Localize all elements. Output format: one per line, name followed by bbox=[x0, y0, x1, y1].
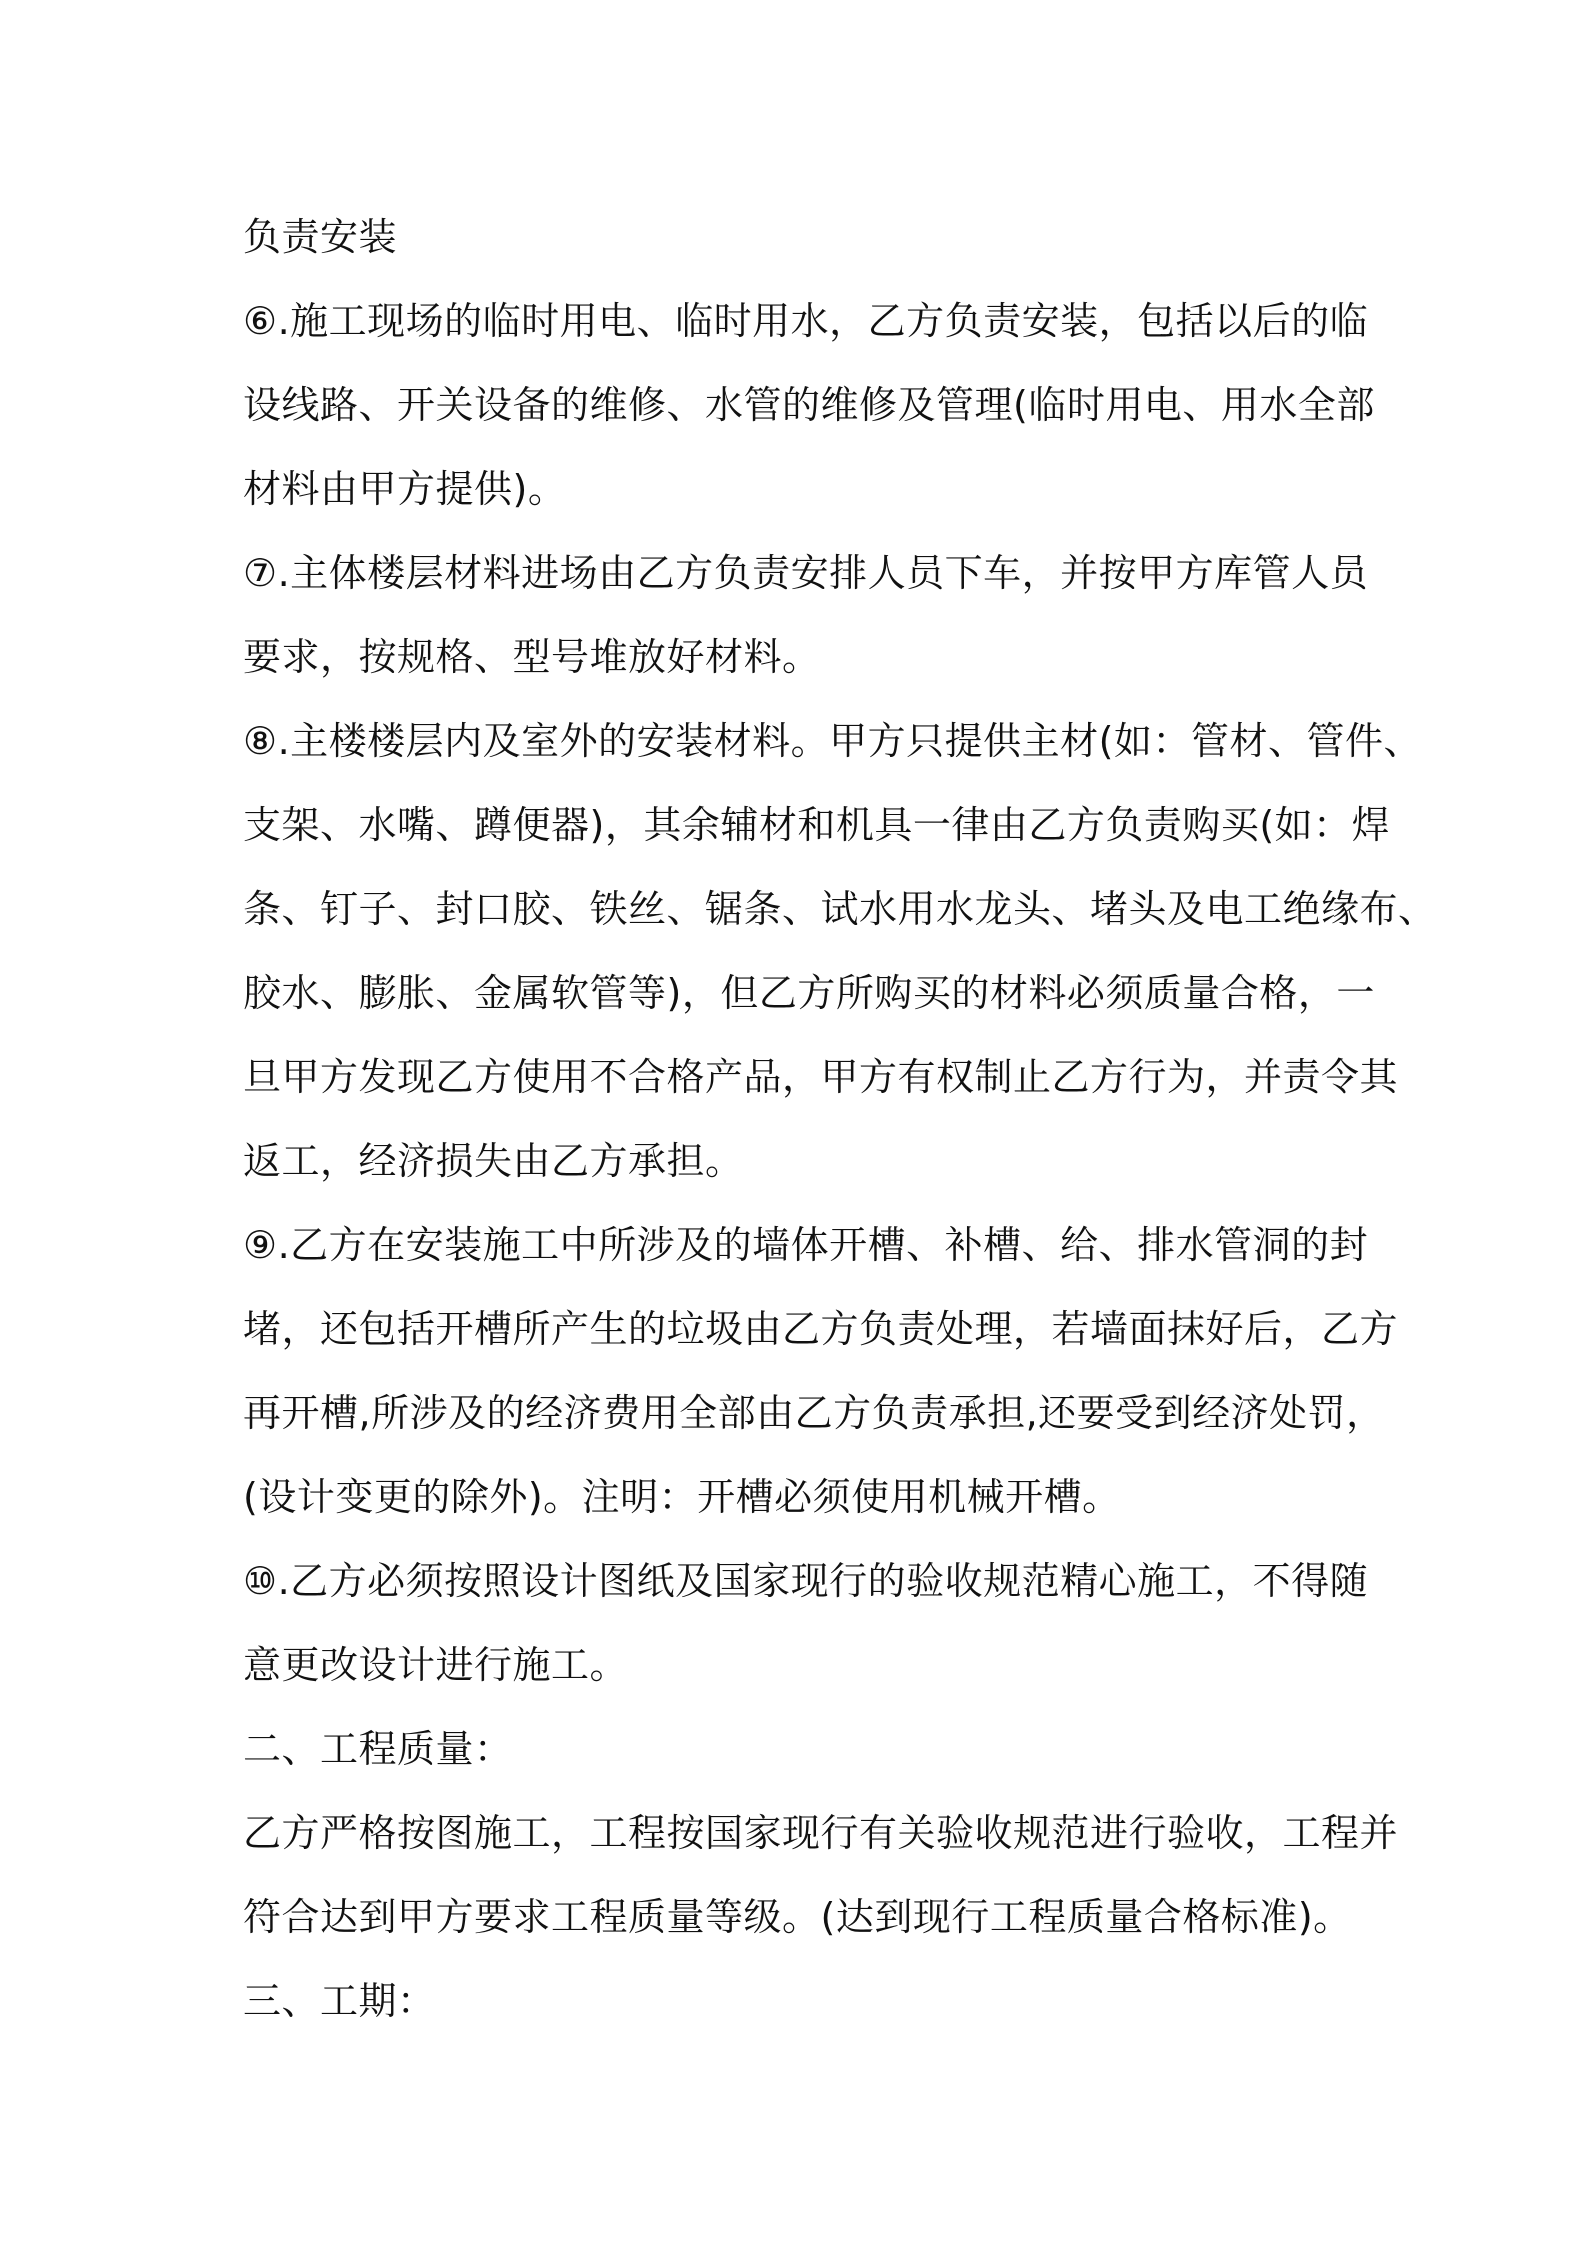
text-line: 符合达到甲方要求工程质量等级。(达到现行工程质量合格标准)。 bbox=[243, 1895, 1352, 1939]
text-line: ⑧.主楼楼层内及室外的安装材料。甲方只提供主材(如：管材、管件、 bbox=[243, 719, 1422, 763]
text-line: 条、钉子、封口胶、铁丝、锯条、试水用水龙头、堵头及电工绝缘布、 bbox=[243, 887, 1437, 931]
text-line: 堵，还包括开槽所产生的垃圾由乙方负责处理，若墙面抹好后，乙方 bbox=[243, 1307, 1399, 1351]
section-heading: 二、工程质量： bbox=[243, 1727, 513, 1771]
text-line: ⑦.主体楼层材料进场由乙方负责安排人员下车，并按甲方库管人员 bbox=[243, 551, 1369, 595]
text-line: 旦甲方发现乙方使用不合格产品，甲方有权制止乙方行为，并责令其 bbox=[243, 1055, 1399, 1099]
text-line: 再开槽,所涉及的经济费用全部由乙方负责承担,还要受到经济处罚， bbox=[243, 1391, 1385, 1435]
text-line: 负责安装 bbox=[243, 215, 398, 259]
text-line: 胶水、膨胀、金属软管等)，但乙方所购买的材料必须质量合格，一 bbox=[243, 971, 1375, 1015]
section-heading: 三、工期： bbox=[243, 1979, 436, 2023]
text-line: 设线路、开关设备的维修、水管的维修及管理(临时用电、用水全部 bbox=[243, 383, 1375, 427]
text-line: ⑨.乙方在安装施工中所涉及的墙体开槽、补槽、给、排水管洞的封 bbox=[243, 1223, 1369, 1267]
document-body bbox=[243, 195, 1437, 2043]
text-line: ⑥.施工现场的临时用电、临时用水，乙方负责安装，包括以后的临 bbox=[243, 299, 1369, 343]
text-line: 意更改设计进行施工。 bbox=[243, 1643, 629, 1687]
text-line: 要求，按规格、型号堆放好材料。 bbox=[243, 635, 821, 679]
text-line: (设计变更的除外)。注明：开槽必须使用机械开槽。 bbox=[243, 1475, 1121, 1519]
text-line: ⑩.乙方必须按照设计图纸及国家现行的验收规范精心施工，不得随 bbox=[243, 1559, 1369, 1603]
text-line: 材料由甲方提供)。 bbox=[243, 467, 567, 511]
text-line: 返工，经济损失由乙方承担。 bbox=[243, 1139, 744, 1183]
text-line: 乙方严格按图施工，工程按国家现行有关验收规范进行验收，工程并 bbox=[243, 1811, 1399, 1855]
text-line: 支架、水嘴、蹲便器)，其余辅材和机具一律由乙方负责购买(如：焊 bbox=[243, 803, 1391, 847]
